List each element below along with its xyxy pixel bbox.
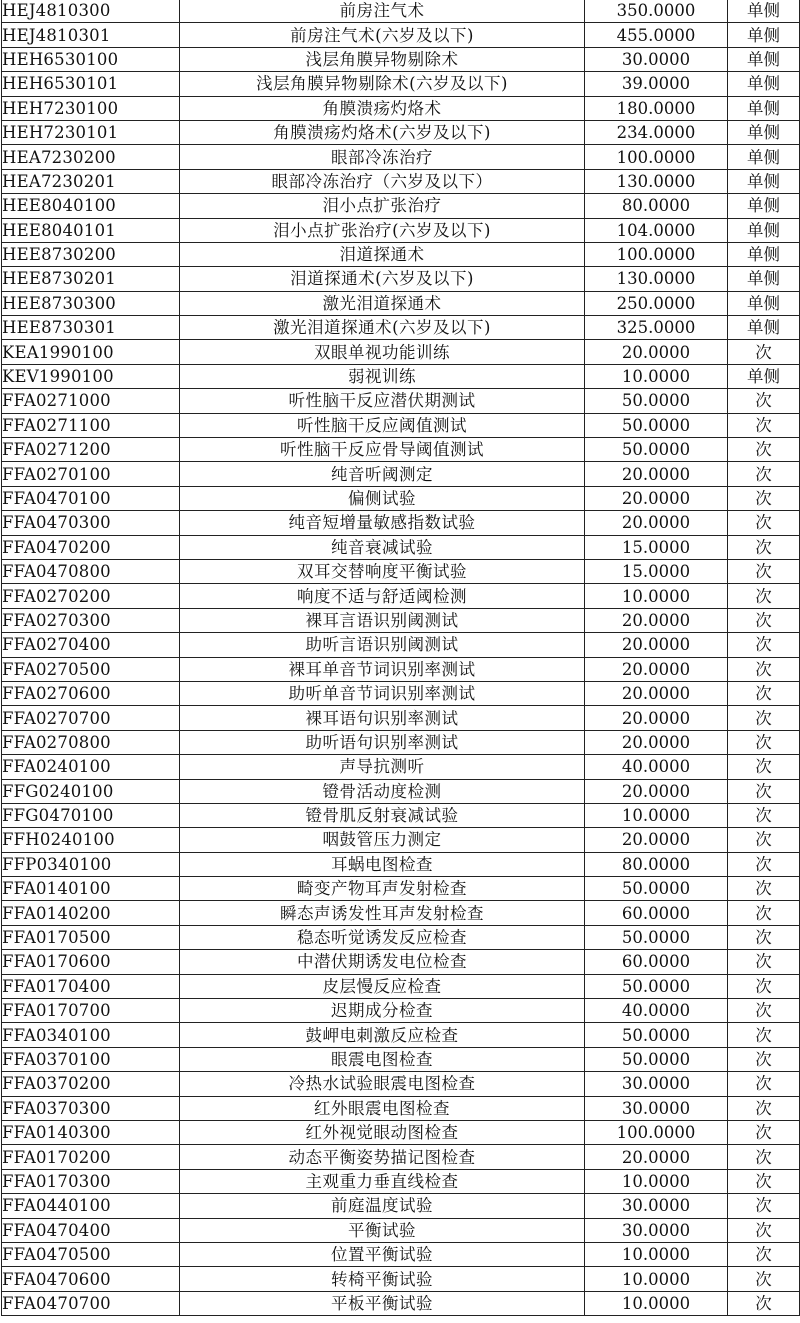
- item-code-cell: FFA0470700: [2, 1291, 180, 1315]
- item-price-cell: 350.0000: [585, 0, 728, 23]
- table-row: [2, 340, 800, 364]
- item-unit-cell: 次: [728, 1145, 800, 1169]
- table-row: [2, 974, 800, 998]
- item-code-cell: FFA0340100: [2, 1023, 180, 1047]
- item-code-cell: FFA0470800: [2, 559, 180, 583]
- table-row: [2, 584, 800, 608]
- item-name-cell: 助听言语识别阈测试: [180, 633, 585, 657]
- item-price-cell: 20.0000: [585, 681, 728, 705]
- item-unit-cell: 单侧: [728, 145, 800, 169]
- table-row: [2, 218, 800, 242]
- item-name-cell: 鼓岬电刺激反应检查: [180, 1023, 585, 1047]
- item-price-cell: 30.0000: [585, 1194, 728, 1218]
- item-code-cell: FFA0370300: [2, 1096, 180, 1120]
- item-price-cell: 10.0000: [585, 1242, 728, 1266]
- item-code-cell: FFA0370100: [2, 1047, 180, 1071]
- item-code-cell: HEE8730201: [2, 267, 180, 291]
- item-name-cell: 冷热水试验眼震电图检查: [180, 1072, 585, 1096]
- item-name-cell: 裸耳语句识别率测试: [180, 706, 585, 730]
- item-unit-cell: 次: [728, 389, 800, 413]
- item-name-cell: 红外视觉眼动图检查: [180, 1120, 585, 1144]
- item-price-cell: 50.0000: [585, 413, 728, 437]
- item-unit-cell: 单侧: [728, 23, 800, 47]
- item-price-cell: 50.0000: [585, 438, 728, 462]
- item-code-cell: FFA0140100: [2, 877, 180, 901]
- item-code-cell: HEA7230200: [2, 145, 180, 169]
- item-unit-cell: 次: [728, 633, 800, 657]
- item-unit-cell: 单侧: [728, 291, 800, 315]
- item-price-cell: 10.0000: [585, 803, 728, 827]
- item-unit-cell: 次: [728, 755, 800, 779]
- table-row: [2, 608, 800, 632]
- item-price-cell: 60.0000: [585, 901, 728, 925]
- item-price-cell: 100.0000: [585, 145, 728, 169]
- item-unit-cell: 次: [728, 584, 800, 608]
- item-price-cell: 100.0000: [585, 242, 728, 266]
- item-name-cell: 听性脑干反应阈值测试: [180, 413, 585, 437]
- item-name-cell: 眼部冷冻治疗: [180, 145, 585, 169]
- item-name-cell: 镫骨肌反射衰减试验: [180, 803, 585, 827]
- item-code-cell: FFA0170500: [2, 925, 180, 949]
- item-name-cell: 镫骨活动度检测: [180, 779, 585, 803]
- item-code-cell: KEA1990100: [2, 340, 180, 364]
- table-row: [2, 1194, 800, 1218]
- table-body: [2, 0, 800, 1316]
- item-price-cell: 20.0000: [585, 706, 728, 730]
- item-name-cell: 眼部冷冻治疗（六岁及以下）: [180, 169, 585, 193]
- item-price-cell: 10.0000: [585, 364, 728, 388]
- item-code-cell: FFA0470500: [2, 1242, 180, 1266]
- item-code-cell: HEH6530101: [2, 72, 180, 96]
- item-unit-cell: 次: [728, 1072, 800, 1096]
- item-price-cell: 50.0000: [585, 877, 728, 901]
- item-price-cell: 20.0000: [585, 730, 728, 754]
- item-name-cell: 转椅平衡试验: [180, 1267, 585, 1291]
- item-code-cell: HEH6530100: [2, 47, 180, 71]
- item-unit-cell: 单侧: [728, 267, 800, 291]
- item-name-cell: 前庭温度试验: [180, 1194, 585, 1218]
- item-price-cell: 10.0000: [585, 1291, 728, 1315]
- item-unit-cell: 单侧: [728, 96, 800, 120]
- item-name-cell: 中潜伏期诱发电位检查: [180, 950, 585, 974]
- item-name-cell: 迟期成分检查: [180, 999, 585, 1023]
- item-price-cell: 180.0000: [585, 96, 728, 120]
- item-unit-cell: 次: [728, 950, 800, 974]
- item-code-cell: FFA0240100: [2, 755, 180, 779]
- item-name-cell: 声导抗测听: [180, 755, 585, 779]
- item-code-cell: FFA0170300: [2, 1169, 180, 1193]
- item-code-cell: FFA0470400: [2, 1218, 180, 1242]
- table-row: [2, 706, 800, 730]
- item-name-cell: 动态平衡姿势描记图检查: [180, 1145, 585, 1169]
- item-name-cell: 平板平衡试验: [180, 1291, 585, 1315]
- item-name-cell: 前房注气术: [180, 0, 585, 23]
- item-name-cell: 角膜溃疡灼烙术(六岁及以下): [180, 120, 585, 144]
- item-name-cell: 听性脑干反应潜伏期测试: [180, 389, 585, 413]
- item-code-cell: FFA0470100: [2, 486, 180, 510]
- item-name-cell: 浅层角膜异物剔除术: [180, 47, 585, 71]
- table-row: [2, 633, 800, 657]
- price-table: [1, 0, 800, 1316]
- item-unit-cell: 次: [728, 828, 800, 852]
- item-code-cell: FFA0270500: [2, 657, 180, 681]
- item-code-cell: FFA0270300: [2, 608, 180, 632]
- item-price-cell: 50.0000: [585, 925, 728, 949]
- item-name-cell: 畸变产物耳声发射检查: [180, 877, 585, 901]
- item-unit-cell: 次: [728, 779, 800, 803]
- item-price-cell: 30.0000: [585, 1096, 728, 1120]
- table-row: [2, 803, 800, 827]
- item-name-cell: 皮层慢反应检查: [180, 974, 585, 998]
- item-name-cell: 泪小点扩张治疗(六岁及以下): [180, 218, 585, 242]
- item-unit-cell: 次: [728, 1047, 800, 1071]
- table-row: [2, 389, 800, 413]
- item-price-cell: 40.0000: [585, 999, 728, 1023]
- item-price-cell: 40.0000: [585, 755, 728, 779]
- item-unit-cell: 单侧: [728, 218, 800, 242]
- item-name-cell: 泪道探通术(六岁及以下): [180, 267, 585, 291]
- item-code-cell: FFA0140300: [2, 1120, 180, 1144]
- item-price-cell: 130.0000: [585, 169, 728, 193]
- item-price-cell: 20.0000: [585, 511, 728, 535]
- item-unit-cell: 次: [728, 486, 800, 510]
- item-code-cell: FFA0470600: [2, 1267, 180, 1291]
- table-row: [2, 657, 800, 681]
- item-code-cell: HEE8730200: [2, 242, 180, 266]
- table-row: [2, 1267, 800, 1291]
- table-row: [2, 828, 800, 852]
- table-row: [2, 462, 800, 486]
- item-name-cell: 偏侧试验: [180, 486, 585, 510]
- table-row: [2, 96, 800, 120]
- item-unit-cell: 次: [728, 657, 800, 681]
- item-price-cell: 15.0000: [585, 559, 728, 583]
- item-code-cell: HEE8730301: [2, 316, 180, 340]
- item-name-cell: 助听单音节词识别率测试: [180, 681, 585, 705]
- table-row: [2, 1218, 800, 1242]
- item-price-cell: 20.0000: [585, 828, 728, 852]
- item-price-cell: 20.0000: [585, 340, 728, 364]
- item-unit-cell: 单侧: [728, 0, 800, 23]
- item-price-cell: 10.0000: [585, 584, 728, 608]
- item-price-cell: 455.0000: [585, 23, 728, 47]
- item-unit-cell: 次: [728, 1169, 800, 1193]
- table-row: [2, 559, 800, 583]
- table-row: [2, 535, 800, 559]
- item-name-cell: 前房注气术(六岁及以下): [180, 23, 585, 47]
- item-code-cell: FFA0170400: [2, 974, 180, 998]
- table-row: [2, 0, 800, 23]
- item-code-cell: HEH7230101: [2, 120, 180, 144]
- table-row: [2, 755, 800, 779]
- item-code-cell: FFA0270700: [2, 706, 180, 730]
- item-unit-cell: 单侧: [728, 316, 800, 340]
- table-row: [2, 145, 800, 169]
- item-name-cell: 裸耳单音节词识别率测试: [180, 657, 585, 681]
- table-row: [2, 194, 800, 218]
- item-price-cell: 250.0000: [585, 291, 728, 315]
- table-row: [2, 23, 800, 47]
- item-price-cell: 30.0000: [585, 1218, 728, 1242]
- item-unit-cell: 次: [728, 462, 800, 486]
- item-price-cell: 325.0000: [585, 316, 728, 340]
- item-code-cell: FFA0270100: [2, 462, 180, 486]
- item-unit-cell: 次: [728, 999, 800, 1023]
- item-name-cell: 浅层角膜异物剔除术(六岁及以下): [180, 72, 585, 96]
- item-unit-cell: 次: [728, 1267, 800, 1291]
- item-price-cell: 20.0000: [585, 779, 728, 803]
- item-unit-cell: 次: [728, 413, 800, 437]
- table-row: [2, 950, 800, 974]
- table-row: [2, 730, 800, 754]
- item-unit-cell: 次: [728, 1218, 800, 1242]
- item-unit-cell: 次: [728, 877, 800, 901]
- table-row: [2, 999, 800, 1023]
- item-unit-cell: 次: [728, 511, 800, 535]
- item-unit-cell: 次: [728, 901, 800, 925]
- table-row: [2, 511, 800, 535]
- table-row: [2, 486, 800, 510]
- item-unit-cell: 单侧: [728, 364, 800, 388]
- item-name-cell: 助听语句识别率测试: [180, 730, 585, 754]
- item-name-cell: 纯音衰减试验: [180, 535, 585, 559]
- item-name-cell: 耳蜗电图检查: [180, 852, 585, 876]
- item-code-cell: HEJ4810301: [2, 23, 180, 47]
- item-code-cell: FFH0240100: [2, 828, 180, 852]
- table-row: [2, 1291, 800, 1315]
- item-code-cell: HEE8040100: [2, 194, 180, 218]
- table-row: [2, 364, 800, 388]
- table-row: [2, 925, 800, 949]
- item-code-cell: FFA0270800: [2, 730, 180, 754]
- item-code-cell: HEH7230100: [2, 96, 180, 120]
- item-price-cell: 100.0000: [585, 1120, 728, 1144]
- item-unit-cell: 次: [728, 803, 800, 827]
- item-price-cell: 20.0000: [585, 462, 728, 486]
- item-code-cell: FFA0370200: [2, 1072, 180, 1096]
- table-row: [2, 267, 800, 291]
- table-row: [2, 1145, 800, 1169]
- item-unit-cell: 次: [728, 340, 800, 364]
- item-code-cell: HEE8730300: [2, 291, 180, 315]
- item-unit-cell: 次: [728, 559, 800, 583]
- item-price-cell: 50.0000: [585, 974, 728, 998]
- table-row: [2, 1023, 800, 1047]
- item-name-cell: 双耳交替响度平衡试验: [180, 559, 585, 583]
- table-row: [2, 120, 800, 144]
- table-row: [2, 877, 800, 901]
- item-name-cell: 激光泪道探通术(六岁及以下): [180, 316, 585, 340]
- item-code-cell: HEJ4810300: [2, 0, 180, 23]
- item-unit-cell: 单侧: [728, 47, 800, 71]
- table-row: [2, 47, 800, 71]
- item-name-cell: 泪小点扩张治疗: [180, 194, 585, 218]
- item-code-cell: FFA0170600: [2, 950, 180, 974]
- item-unit-cell: 次: [728, 974, 800, 998]
- item-name-cell: 红外眼震电图检查: [180, 1096, 585, 1120]
- item-code-cell: FFA0470200: [2, 535, 180, 559]
- item-name-cell: 咽鼓管压力测定: [180, 828, 585, 852]
- item-code-cell: FFG0240100: [2, 779, 180, 803]
- item-name-cell: 听性脑干反应骨导阈值测试: [180, 438, 585, 462]
- item-code-cell: HEE8040101: [2, 218, 180, 242]
- item-price-cell: 130.0000: [585, 267, 728, 291]
- table-row: [2, 681, 800, 705]
- item-unit-cell: 次: [728, 706, 800, 730]
- item-unit-cell: 次: [728, 1291, 800, 1315]
- item-name-cell: 响度不适与舒适阈检测: [180, 584, 585, 608]
- item-name-cell: 激光泪道探通术: [180, 291, 585, 315]
- item-code-cell: FFP0340100: [2, 852, 180, 876]
- table-row: [2, 242, 800, 266]
- table-row: [2, 901, 800, 925]
- item-name-cell: 裸耳言语识别阈测试: [180, 608, 585, 632]
- table-row: [2, 413, 800, 437]
- table-row: [2, 1096, 800, 1120]
- item-unit-cell: 单侧: [728, 169, 800, 193]
- item-name-cell: 纯音听阈测定: [180, 462, 585, 486]
- item-name-cell: 纯音短增量敏感指数试验: [180, 511, 585, 535]
- item-price-cell: 50.0000: [585, 1047, 728, 1071]
- item-unit-cell: 次: [728, 1120, 800, 1144]
- item-unit-cell: 次: [728, 852, 800, 876]
- item-price-cell: 20.0000: [585, 1145, 728, 1169]
- item-unit-cell: 次: [728, 1242, 800, 1266]
- item-price-cell: 20.0000: [585, 657, 728, 681]
- item-unit-cell: 单侧: [728, 194, 800, 218]
- item-code-cell: FFA0271000: [2, 389, 180, 413]
- item-code-cell: FFA0270200: [2, 584, 180, 608]
- item-name-cell: 瞬态声诱发性耳声发射检查: [180, 901, 585, 925]
- item-name-cell: 稳态听觉诱发反应检查: [180, 925, 585, 949]
- item-price-cell: 30.0000: [585, 47, 728, 71]
- item-price-cell: 20.0000: [585, 608, 728, 632]
- item-unit-cell: 次: [728, 1096, 800, 1120]
- item-unit-cell: 次: [728, 681, 800, 705]
- item-price-cell: 104.0000: [585, 218, 728, 242]
- item-unit-cell: 次: [728, 1194, 800, 1218]
- item-unit-cell: 单侧: [728, 242, 800, 266]
- table-row: [2, 1047, 800, 1071]
- item-price-cell: 10.0000: [585, 1267, 728, 1291]
- item-unit-cell: 次: [728, 535, 800, 559]
- item-code-cell: FFA0270600: [2, 681, 180, 705]
- item-unit-cell: 次: [728, 1023, 800, 1047]
- table-row: [2, 169, 800, 193]
- item-price-cell: 50.0000: [585, 389, 728, 413]
- table-row: [2, 316, 800, 340]
- table-row: [2, 1242, 800, 1266]
- item-code-cell: HEA7230201: [2, 169, 180, 193]
- item-code-cell: KEV1990100: [2, 364, 180, 388]
- item-price-cell: 234.0000: [585, 120, 728, 144]
- item-price-cell: 39.0000: [585, 72, 728, 96]
- item-unit-cell: 次: [728, 925, 800, 949]
- item-name-cell: 泪道探通术: [180, 242, 585, 266]
- item-price-cell: 80.0000: [585, 194, 728, 218]
- item-price-cell: 30.0000: [585, 1072, 728, 1096]
- item-name-cell: 主观重力垂直线检查: [180, 1169, 585, 1193]
- item-unit-cell: 次: [728, 608, 800, 632]
- item-code-cell: FFA0170200: [2, 1145, 180, 1169]
- item-code-cell: FFA0170700: [2, 999, 180, 1023]
- item-name-cell: 弱视训练: [180, 364, 585, 388]
- item-code-cell: FFA0271100: [2, 413, 180, 437]
- item-price-cell: 15.0000: [585, 535, 728, 559]
- table-row: [2, 779, 800, 803]
- table-row: [2, 438, 800, 462]
- item-unit-cell: 单侧: [728, 72, 800, 96]
- item-name-cell: 位置平衡试验: [180, 1242, 585, 1266]
- item-code-cell: FFG0470100: [2, 803, 180, 827]
- table-row: [2, 291, 800, 315]
- item-name-cell: 双眼单视功能训练: [180, 340, 585, 364]
- item-code-cell: FFA0270400: [2, 633, 180, 657]
- item-name-cell: 角膜溃疡灼烙术: [180, 96, 585, 120]
- item-price-cell: 20.0000: [585, 486, 728, 510]
- table-row: [2, 72, 800, 96]
- table-row: [2, 1072, 800, 1096]
- item-name-cell: 平衡试验: [180, 1218, 585, 1242]
- item-code-cell: FFA0271200: [2, 438, 180, 462]
- item-unit-cell: 单侧: [728, 120, 800, 144]
- item-unit-cell: 次: [728, 730, 800, 754]
- item-name-cell: 眼震电图检查: [180, 1047, 585, 1071]
- item-price-cell: 60.0000: [585, 950, 728, 974]
- item-price-cell: 50.0000: [585, 1023, 728, 1047]
- item-code-cell: FFA0440100: [2, 1194, 180, 1218]
- table-row: [2, 852, 800, 876]
- item-price-cell: 10.0000: [585, 1169, 728, 1193]
- item-price-cell: 80.0000: [585, 852, 728, 876]
- table-row: [2, 1120, 800, 1144]
- item-price-cell: 20.0000: [585, 633, 728, 657]
- item-unit-cell: 次: [728, 438, 800, 462]
- table-row: [2, 1169, 800, 1193]
- item-code-cell: FFA0140200: [2, 901, 180, 925]
- item-code-cell: FFA0470300: [2, 511, 180, 535]
